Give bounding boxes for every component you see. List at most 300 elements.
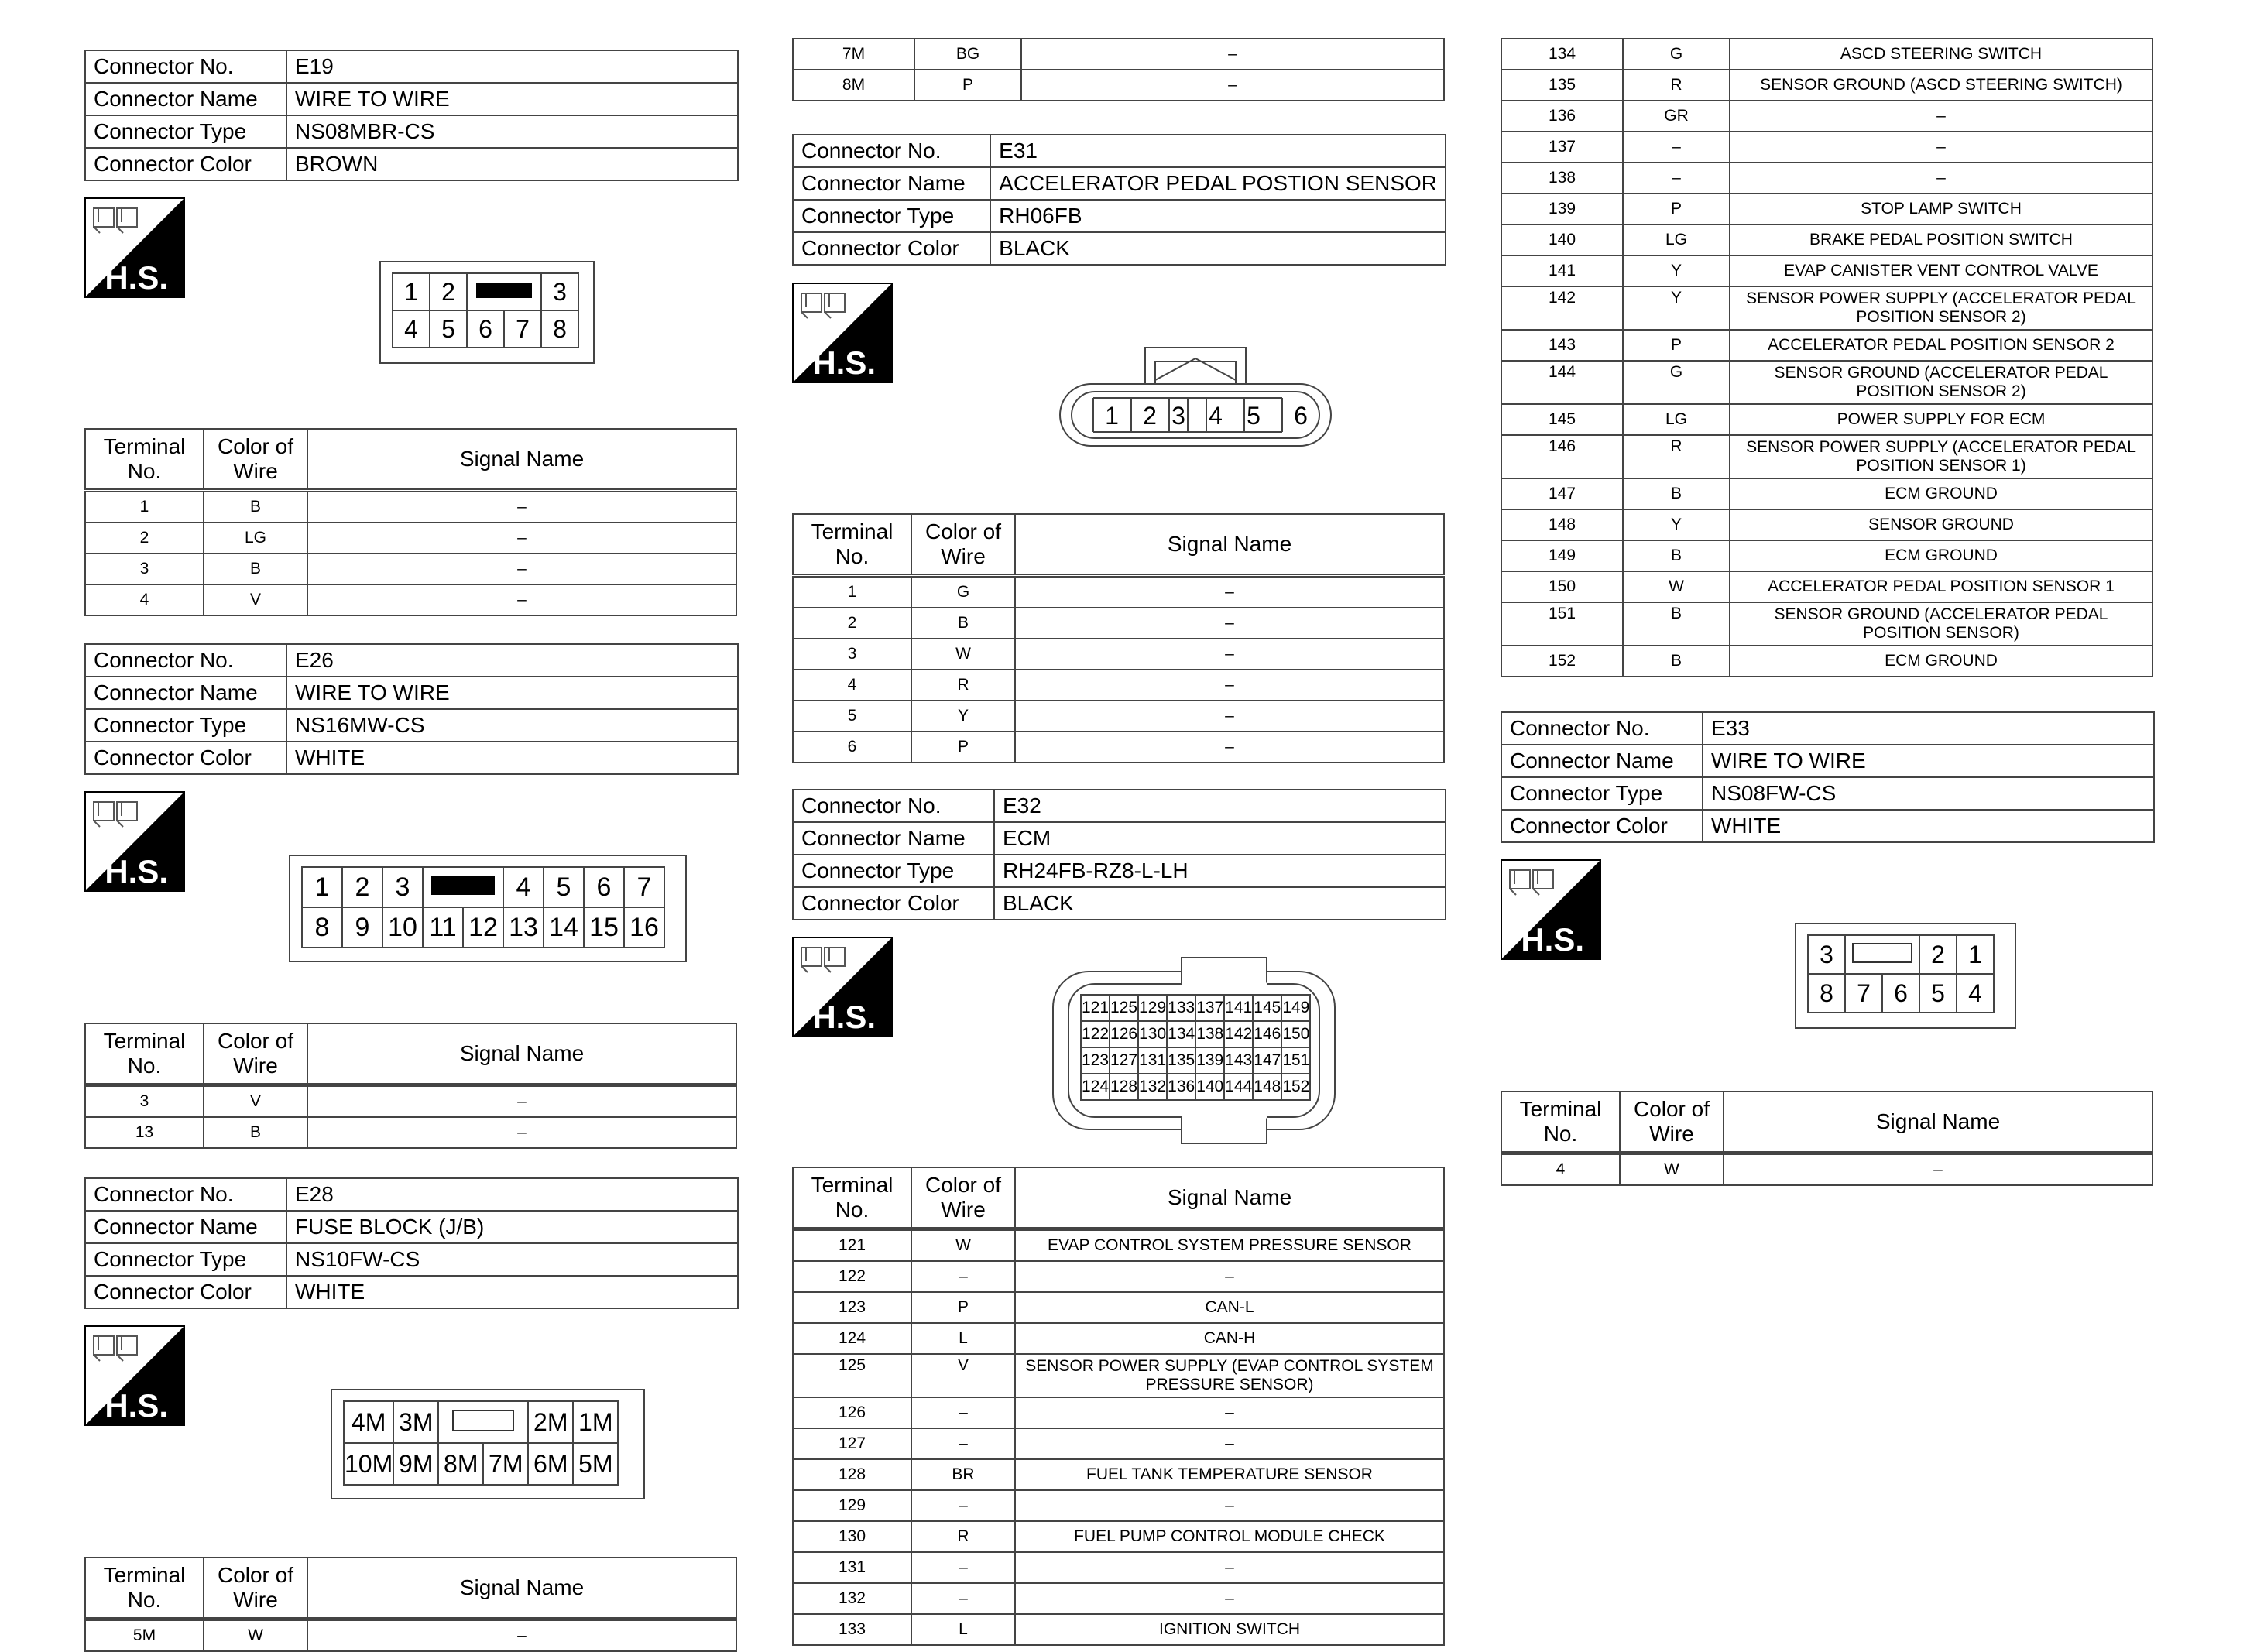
pin: 144 bbox=[1224, 1074, 1253, 1100]
terminal: 138 bbox=[1501, 163, 1623, 194]
label-connector-name: Connector Name bbox=[793, 822, 994, 855]
wire-color: – bbox=[1623, 163, 1730, 194]
wire-color: Y bbox=[1623, 509, 1730, 540]
wire-color: B bbox=[1623, 540, 1730, 571]
wire-color: – bbox=[911, 1490, 1015, 1521]
wire-color: V bbox=[911, 1354, 1015, 1397]
terminal: 124 bbox=[793, 1323, 911, 1354]
connector-key bbox=[423, 867, 503, 907]
signal: – bbox=[307, 1117, 736, 1148]
wire-color: B bbox=[204, 554, 307, 584]
header-color-of-wire: Color of Wire bbox=[911, 514, 1015, 576]
pin: 3 bbox=[541, 273, 578, 310]
pin: 138 bbox=[1195, 1021, 1224, 1047]
table-row bbox=[793, 1261, 1444, 1292]
wire-color: – bbox=[911, 1261, 1015, 1292]
terminal: 4 bbox=[1501, 1153, 1620, 1186]
wire-color: R bbox=[1623, 70, 1730, 101]
signal: – bbox=[1730, 163, 2152, 194]
hs-connector-icon bbox=[792, 283, 893, 383]
pin: 8 bbox=[1808, 974, 1845, 1013]
e19-terminal-table bbox=[84, 428, 737, 616]
terminal: 126 bbox=[793, 1397, 911, 1428]
wire-color: P bbox=[911, 732, 1015, 763]
table-row bbox=[793, 732, 1444, 763]
e32-connector-info bbox=[792, 789, 1446, 920]
pin: 5 bbox=[430, 310, 467, 348]
label-connector-color: Connector Color bbox=[85, 1276, 286, 1308]
label-connector-name: Connector Name bbox=[793, 167, 990, 200]
label-connector-color: Connector Color bbox=[793, 232, 990, 265]
signal: – bbox=[1015, 1428, 1444, 1459]
e33-connector-info bbox=[1501, 711, 2155, 843]
signal: – bbox=[1015, 576, 1444, 608]
connector-color-value: WHITE bbox=[286, 1276, 738, 1308]
header-terminal-no: Terminal No. bbox=[85, 1558, 204, 1619]
table-row bbox=[85, 491, 736, 523]
wire-color: P bbox=[1623, 194, 1730, 224]
hs-label: H.S. bbox=[812, 344, 876, 381]
label-connector-type: Connector Type bbox=[793, 855, 994, 887]
terminal: 147 bbox=[1501, 478, 1623, 509]
table-row bbox=[793, 1459, 1444, 1490]
pin: 5 bbox=[544, 867, 584, 907]
connector-type-value: RH06FB bbox=[990, 200, 1446, 232]
signal: – bbox=[1015, 608, 1444, 639]
hs-connector-icon bbox=[792, 937, 893, 1037]
table-row bbox=[793, 1521, 1444, 1552]
wire-color: – bbox=[1623, 132, 1730, 163]
terminal: 123 bbox=[793, 1292, 911, 1323]
connector-name-value: WIRE TO WIRE bbox=[1703, 745, 2154, 777]
signal: – bbox=[307, 1085, 736, 1118]
pin: 141 bbox=[1224, 995, 1253, 1021]
label-connector-type: Connector Type bbox=[85, 115, 286, 148]
connector-color-value: BLACK bbox=[994, 887, 1446, 920]
signal: – bbox=[1015, 732, 1444, 763]
label-connector-type: Connector Type bbox=[1501, 777, 1703, 810]
wire-color: R bbox=[911, 670, 1015, 701]
pin: 150 bbox=[1281, 1021, 1310, 1047]
pin: 126 bbox=[1110, 1021, 1138, 1047]
wire-color: R bbox=[911, 1521, 1015, 1552]
signal: CAN-H bbox=[1015, 1323, 1444, 1354]
terminal: 5 bbox=[793, 701, 911, 732]
terminal: 134 bbox=[1501, 39, 1623, 70]
table-row bbox=[793, 608, 1444, 639]
header-terminal-no: Terminal No. bbox=[1501, 1092, 1620, 1153]
signal: FUEL TANK TEMPERATURE SENSOR bbox=[1015, 1459, 1444, 1490]
terminal: 122 bbox=[793, 1261, 911, 1292]
terminal: 125 bbox=[793, 1354, 911, 1397]
table-row bbox=[1501, 509, 2152, 540]
table-row bbox=[1501, 163, 2152, 194]
terminal: 8M bbox=[793, 70, 914, 101]
wire-color: B bbox=[1623, 478, 1730, 509]
terminal: 140 bbox=[1501, 224, 1623, 255]
signal: FUEL PUMP CONTROL MODULE CHECK bbox=[1015, 1521, 1444, 1552]
wire-color: G bbox=[1623, 361, 1730, 404]
e26-terminal-table bbox=[84, 1023, 737, 1149]
pin: 2 bbox=[1919, 935, 1957, 974]
connector-type-value: NS08MBR-CS bbox=[286, 115, 738, 148]
pin: 121 bbox=[1081, 995, 1110, 1021]
pin: 146 bbox=[1253, 1021, 1281, 1047]
pin: 137 bbox=[1195, 995, 1224, 1021]
connector-name-value: ECM bbox=[994, 822, 1446, 855]
label-connector-color: Connector Color bbox=[85, 148, 286, 180]
wire-color: P bbox=[1623, 330, 1730, 361]
e32-terminal-table-continued bbox=[1501, 38, 2153, 677]
terminal: 4 bbox=[793, 670, 911, 701]
table-row bbox=[1501, 1153, 2152, 1186]
table-row bbox=[85, 1085, 736, 1118]
wire-color: B bbox=[1623, 646, 1730, 677]
pin: 2 bbox=[342, 867, 382, 907]
terminal: 7M bbox=[793, 39, 914, 70]
pin: 5 bbox=[1919, 974, 1957, 1013]
signal: IGNITION SWITCH bbox=[1015, 1614, 1444, 1645]
terminal: 1 bbox=[85, 491, 204, 523]
wire-color: P bbox=[911, 1292, 1015, 1323]
pin: 1 bbox=[393, 273, 430, 310]
e31-connector-info bbox=[792, 134, 1446, 266]
signal: – bbox=[307, 584, 736, 615]
label-connector-no: Connector No. bbox=[85, 50, 286, 83]
pin: 15 bbox=[584, 907, 624, 948]
terminal: 121 bbox=[793, 1229, 911, 1262]
wire-color: – bbox=[911, 1428, 1015, 1459]
signal: EVAP CANISTER VENT CONTROL VALVE bbox=[1730, 255, 2152, 286]
connector-color-value: WHITE bbox=[1703, 810, 2154, 842]
table-row bbox=[793, 1397, 1444, 1428]
label-connector-color: Connector Color bbox=[793, 887, 994, 920]
wire-color: G bbox=[1623, 39, 1730, 70]
header-signal-name: Signal Name bbox=[307, 429, 736, 491]
pin: 3 bbox=[1171, 402, 1185, 430]
signal: CAN-L bbox=[1015, 1292, 1444, 1323]
e33-connector-face bbox=[1795, 923, 2016, 1029]
pin: 2 bbox=[1143, 402, 1157, 430]
wire-color: B bbox=[204, 491, 307, 523]
table-row bbox=[793, 39, 1444, 70]
header-color-of-wire: Color of Wire bbox=[1620, 1092, 1724, 1153]
table-row bbox=[793, 576, 1444, 608]
connector-key bbox=[467, 273, 541, 310]
pin: 4 bbox=[503, 867, 544, 907]
wire-color: V bbox=[204, 584, 307, 615]
connector-key bbox=[438, 1401, 528, 1443]
label-connector-type: Connector Type bbox=[793, 200, 990, 232]
label-connector-color: Connector Color bbox=[85, 742, 286, 774]
table-row bbox=[85, 554, 736, 584]
wire-color: B bbox=[1623, 602, 1730, 646]
terminal: 129 bbox=[793, 1490, 911, 1521]
connector-no-value: E32 bbox=[994, 790, 1446, 822]
table-row bbox=[793, 670, 1444, 701]
table-row bbox=[793, 1583, 1444, 1614]
signal: – bbox=[307, 523, 736, 554]
e28-terminal-table bbox=[84, 1557, 737, 1652]
pin: 124 bbox=[1081, 1074, 1110, 1100]
terminal: 149 bbox=[1501, 540, 1623, 571]
header-color-of-wire: Color of Wire bbox=[204, 429, 307, 491]
pin: 3 bbox=[1808, 935, 1845, 974]
signal: – bbox=[307, 1619, 736, 1652]
pin: 4 bbox=[393, 310, 430, 348]
hs-connector-icon bbox=[84, 1325, 185, 1426]
table-row bbox=[1501, 39, 2152, 70]
table-row bbox=[793, 1428, 1444, 1459]
pin: 1M bbox=[573, 1401, 618, 1443]
label-connector-name: Connector Name bbox=[85, 1211, 286, 1243]
pin: 145 bbox=[1253, 995, 1281, 1021]
signal: ACCELERATOR PEDAL POSITION SENSOR 1 bbox=[1730, 571, 2152, 602]
table-row bbox=[1501, 435, 2152, 478]
terminal: 127 bbox=[793, 1428, 911, 1459]
pin: 122 bbox=[1081, 1021, 1110, 1047]
terminal: 3 bbox=[85, 554, 204, 584]
wire-color: – bbox=[911, 1397, 1015, 1428]
header-color-of-wire: Color of Wire bbox=[204, 1023, 307, 1085]
label-connector-name: Connector Name bbox=[85, 83, 286, 115]
signal: BRAKE PEDAL POSITION SWITCH bbox=[1730, 224, 2152, 255]
label-connector-type: Connector Type bbox=[85, 1243, 286, 1276]
pin: 9M bbox=[393, 1443, 438, 1485]
terminal: 150 bbox=[1501, 571, 1623, 602]
signal: – bbox=[1015, 1397, 1444, 1428]
wire-color: – bbox=[911, 1552, 1015, 1583]
pin: 13 bbox=[503, 907, 544, 948]
terminal: 130 bbox=[793, 1521, 911, 1552]
table-row bbox=[1501, 571, 2152, 602]
pin: 6 bbox=[584, 867, 624, 907]
terminal: 143 bbox=[1501, 330, 1623, 361]
pin: 12 bbox=[463, 907, 503, 948]
terminal: 137 bbox=[1501, 132, 1623, 163]
table-row bbox=[1501, 132, 2152, 163]
pin: 134 bbox=[1167, 1021, 1195, 1047]
e31-connector-face bbox=[1056, 343, 1335, 451]
e19-connector-info bbox=[84, 50, 739, 181]
pin: 10 bbox=[382, 907, 423, 948]
table-row bbox=[1501, 646, 2152, 677]
terminal: 135 bbox=[1501, 70, 1623, 101]
header-signal-name: Signal Name bbox=[1015, 514, 1444, 576]
terminal: 146 bbox=[1501, 435, 1623, 478]
pin: 131 bbox=[1138, 1047, 1167, 1074]
pin: 147 bbox=[1253, 1047, 1281, 1074]
table-row bbox=[1501, 540, 2152, 571]
pin: 8M bbox=[438, 1443, 483, 1485]
signal: ASCD STEERING SWITCH bbox=[1730, 39, 2152, 70]
header-color-of-wire: Color of Wire bbox=[911, 1167, 1015, 1229]
table-row bbox=[1501, 194, 2152, 224]
terminal: 136 bbox=[1501, 101, 1623, 132]
hs-label: H.S. bbox=[105, 853, 168, 889]
pin: 136 bbox=[1167, 1074, 1195, 1100]
pin: 7M bbox=[483, 1443, 528, 1485]
table-row bbox=[1501, 224, 2152, 255]
table-row bbox=[1501, 602, 2152, 646]
header-signal-name: Signal Name bbox=[1015, 1167, 1444, 1229]
header-signal-name: Signal Name bbox=[1724, 1092, 2152, 1153]
e28-terminal-table-continued bbox=[792, 38, 1445, 101]
signal: SENSOR GROUND (ASCD STEERING SWITCH) bbox=[1730, 70, 2152, 101]
terminal: 152 bbox=[1501, 646, 1623, 677]
wire-color: Y bbox=[911, 701, 1015, 732]
pin: 151 bbox=[1281, 1047, 1310, 1074]
pin: 10M bbox=[344, 1443, 393, 1485]
pin: 8 bbox=[302, 907, 342, 948]
signal: EVAP CONTROL SYSTEM PRESSURE SENSOR bbox=[1015, 1229, 1444, 1262]
terminal: 145 bbox=[1501, 404, 1623, 435]
wire-color: W bbox=[911, 639, 1015, 670]
pin: 4M bbox=[344, 1401, 393, 1443]
pin: 129 bbox=[1138, 995, 1167, 1021]
pin: 135 bbox=[1167, 1047, 1195, 1074]
wire-color: L bbox=[911, 1614, 1015, 1645]
e32-connector-face bbox=[1080, 994, 1311, 1101]
terminal: 142 bbox=[1501, 286, 1623, 330]
table-row bbox=[793, 1229, 1444, 1262]
table-row bbox=[85, 1117, 736, 1148]
pin: 11 bbox=[423, 907, 463, 948]
table-row bbox=[1501, 361, 2152, 404]
wire-color: G bbox=[911, 576, 1015, 608]
pin: 152 bbox=[1281, 1074, 1310, 1100]
connector-no-value: E26 bbox=[286, 644, 738, 677]
pin: 123 bbox=[1081, 1047, 1110, 1074]
pin: 6 bbox=[1294, 402, 1308, 430]
hs-connector-icon bbox=[84, 197, 185, 298]
signal: – bbox=[1015, 670, 1444, 701]
pin: 7 bbox=[1845, 974, 1882, 1013]
connector-type-value: NS08FW-CS bbox=[1703, 777, 2154, 810]
pin: 16 bbox=[624, 907, 664, 948]
connector-type-value: RH24FB-RZ8-L-LH bbox=[994, 855, 1446, 887]
signal: SENSOR POWER SUPPLY (ACCELERATOR PEDAL POSITION SENSOR 2) bbox=[1730, 286, 2152, 330]
signal: – bbox=[1021, 39, 1444, 70]
signal: – bbox=[1015, 1583, 1444, 1614]
hs-connector-icon bbox=[1501, 859, 1601, 960]
connector-color-value: BROWN bbox=[286, 148, 738, 180]
wire-color: R bbox=[1623, 435, 1730, 478]
terminal: 128 bbox=[793, 1459, 911, 1490]
header-signal-name: Signal Name bbox=[307, 1023, 736, 1085]
table-row bbox=[1501, 70, 2152, 101]
signal: SENSOR GROUND (ACCELERATOR PEDAL POSITION SENSOR) bbox=[1730, 602, 2152, 646]
terminal: 3 bbox=[793, 639, 911, 670]
table-row bbox=[1501, 404, 2152, 435]
signal: – bbox=[1015, 1552, 1444, 1583]
wire-color: LG bbox=[1623, 404, 1730, 435]
pin: 127 bbox=[1110, 1047, 1138, 1074]
signal: – bbox=[1021, 70, 1444, 101]
pin: 4 bbox=[1209, 402, 1223, 430]
pin: 132 bbox=[1138, 1074, 1167, 1100]
signal: – bbox=[1015, 639, 1444, 670]
connector-type-value: NS10FW-CS bbox=[286, 1243, 738, 1276]
signal: ECM GROUND bbox=[1730, 540, 2152, 571]
connector-name-value: FUSE BLOCK (J/B) bbox=[286, 1211, 738, 1243]
hs-label: H.S. bbox=[812, 999, 876, 1035]
header-signal-name: Signal Name bbox=[307, 1558, 736, 1619]
label-connector-type: Connector Type bbox=[85, 709, 286, 742]
wire-color: Y bbox=[1623, 255, 1730, 286]
hs-label: H.S. bbox=[105, 1387, 168, 1424]
label-connector-no: Connector No. bbox=[85, 1178, 286, 1211]
table-row bbox=[793, 1552, 1444, 1583]
wire-color: V bbox=[204, 1085, 307, 1118]
wire-color: B bbox=[204, 1117, 307, 1148]
pin: 4 bbox=[1957, 974, 1994, 1013]
connector-no-value: E19 bbox=[286, 50, 738, 83]
pin: 1 bbox=[302, 867, 342, 907]
terminal: 13 bbox=[85, 1117, 204, 1148]
e28-connector-face bbox=[331, 1389, 645, 1499]
table-row bbox=[793, 70, 1444, 101]
pin: 14 bbox=[544, 907, 584, 948]
pin: 6 bbox=[1882, 974, 1919, 1013]
pin: 148 bbox=[1253, 1074, 1281, 1100]
header-terminal-no: Terminal No. bbox=[793, 1167, 911, 1229]
hs-label: H.S. bbox=[1521, 921, 1584, 958]
wire-color: BG bbox=[914, 39, 1021, 70]
pin: 6 bbox=[467, 310, 504, 348]
signal: SENSOR GROUND bbox=[1730, 509, 2152, 540]
hs-connector-icon bbox=[84, 791, 185, 892]
connector-name-value: ACCELERATOR PEDAL POSTION SENSOR bbox=[990, 167, 1446, 200]
header-terminal-no: Terminal No. bbox=[793, 514, 911, 576]
terminal: 4 bbox=[85, 584, 204, 615]
signal: – bbox=[307, 554, 736, 584]
signal: – bbox=[1015, 1261, 1444, 1292]
table-row bbox=[1501, 478, 2152, 509]
connector-no-value: E31 bbox=[990, 135, 1446, 167]
table-row bbox=[85, 584, 736, 615]
signal: – bbox=[1730, 132, 2152, 163]
terminal: 141 bbox=[1501, 255, 1623, 286]
wire-color: W bbox=[204, 1619, 307, 1652]
table-row bbox=[793, 1614, 1444, 1645]
e33-terminal-table bbox=[1501, 1091, 2153, 1186]
label-connector-name: Connector Name bbox=[1501, 745, 1703, 777]
label-connector-no: Connector No. bbox=[793, 135, 990, 167]
table-row bbox=[1501, 330, 2152, 361]
signal: – bbox=[1015, 1490, 1444, 1521]
wire-color: W bbox=[1620, 1153, 1724, 1186]
pin: 149 bbox=[1281, 995, 1310, 1021]
terminal: 132 bbox=[793, 1583, 911, 1614]
terminal: 139 bbox=[1501, 194, 1623, 224]
table-row bbox=[793, 639, 1444, 670]
pin: 3 bbox=[382, 867, 423, 907]
pin-row bbox=[1081, 995, 1310, 1021]
pin: 2M bbox=[528, 1401, 573, 1443]
header-color-of-wire: Color of Wire bbox=[204, 1558, 307, 1619]
signal: POWER SUPPLY FOR ECM bbox=[1730, 404, 2152, 435]
pin: 125 bbox=[1110, 995, 1138, 1021]
e26-connector-info bbox=[84, 643, 739, 775]
table-row bbox=[793, 1292, 1444, 1323]
wire-color: LG bbox=[1623, 224, 1730, 255]
wire-color: P bbox=[914, 70, 1021, 101]
pin: 3M bbox=[393, 1401, 438, 1443]
e28-connector-info bbox=[84, 1177, 739, 1309]
terminal: 133 bbox=[793, 1614, 911, 1645]
e26-connector-face bbox=[289, 855, 687, 962]
